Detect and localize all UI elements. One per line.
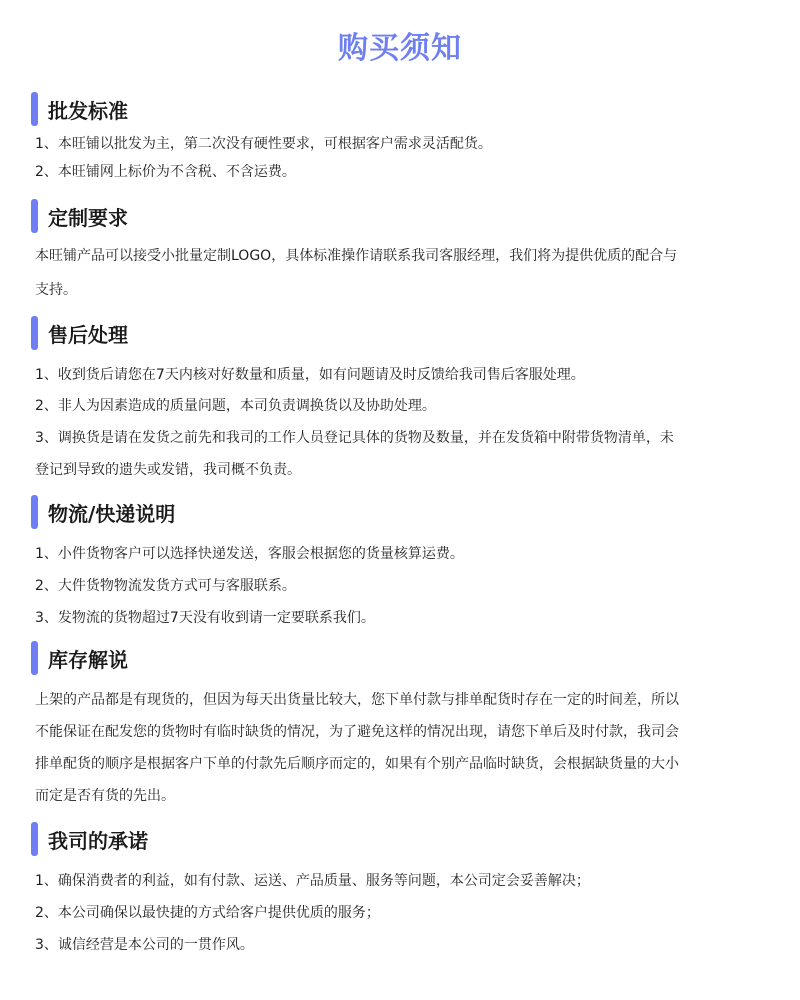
paragraph-line: 3、发物流的货物超过7天没有收到请一定要联系我们。 — [35, 610, 375, 626]
section-heading-commitment — [31, 821, 148, 857]
paragraph-line: 2、本公司确保以最快捷的方式给客户提供优质的服务； — [35, 905, 380, 921]
paragraph-line: 2、大件货物物流发货方式可与客服联系。 — [35, 578, 296, 594]
paragraph-line: 登记到导致的遗失或发错，我司概不负责。 — [35, 462, 301, 478]
section-heading-customization — [31, 198, 128, 234]
section-heading-inventory — [31, 640, 128, 676]
section-heading-after-sales — [31, 315, 128, 351]
paragraph-line: 排单配货的顺序是根据客户下单的付款先后顺序而定的，如果有个别产品临时缺货，会根据缺货量的大小 — [35, 756, 679, 772]
section-heading-wholesale — [31, 91, 128, 127]
section-title: 物流/快递说明 — [48, 501, 176, 526]
paragraph-line: 支持。 — [35, 282, 77, 298]
section-accent-bar — [31, 92, 38, 126]
paragraph-line: 2、本旺铺网上标价为不含税、不含运费。 — [35, 164, 296, 180]
section-accent-bar — [31, 316, 38, 350]
section-heading-logistics — [31, 494, 175, 530]
paragraph-line: 本旺铺产品可以接受小批量定制LOGO，具体标准操作请联系我司客服经理，我们将为提供优质的配合与 — [35, 248, 678, 264]
paragraph-line: 1、确保消费者的利益，如有付款、运送、产品质量、服务等问题，本公司定会妥善解决； — [35, 873, 590, 889]
section-title: 定制要求 — [48, 205, 128, 230]
paragraph-line: 3、诚信经营是本公司的一贯作风。 — [35, 937, 254, 953]
paragraph-line: 1、收到货后请您在7天内核对好数量和质量，如有问题请及时反馈给我司售后客服处理。 — [35, 367, 585, 383]
section-title: 售后处理 — [48, 322, 128, 347]
paragraph-line: 不能保证在配发您的货物时有临时缺货的情况，为了避免这样的情况出现，请您下单后及时付款，我司会 — [35, 724, 679, 740]
paragraph-line: 3、调换货是请在发货之前先和我司的工作人员登记具体的货物及数量，并在发货箱中附带货物清单，未 — [35, 430, 674, 446]
section-title: 库存解说 — [48, 647, 128, 672]
page-title: 购买须知 — [338, 31, 462, 66]
section-accent-bar — [31, 495, 38, 529]
paragraph-line: 1、小件货物客户可以选择快递发送，客服会根据您的货量核算运费。 — [35, 546, 464, 562]
paragraph-line: 上架的产品都是有现货的，但因为每天出货量比较大，您下单付款与排单配货时存在一定的时间差，所以 — [35, 692, 679, 708]
section-accent-bar — [31, 641, 38, 675]
section-title: 批发标准 — [48, 98, 128, 123]
paragraph-line: 而定是否有货的先出。 — [35, 788, 175, 804]
paragraph-line: 2、非人为因素造成的质量问题，本司负责调换货以及协助处理。 — [35, 398, 436, 414]
section-accent-bar — [31, 199, 38, 233]
section-accent-bar — [31, 822, 38, 856]
paragraph-line: 1、本旺铺以批发为主，第二次没有硬性要求，可根据客户需求灵活配货。 — [35, 136, 492, 152]
section-title: 我司的承诺 — [48, 828, 148, 853]
